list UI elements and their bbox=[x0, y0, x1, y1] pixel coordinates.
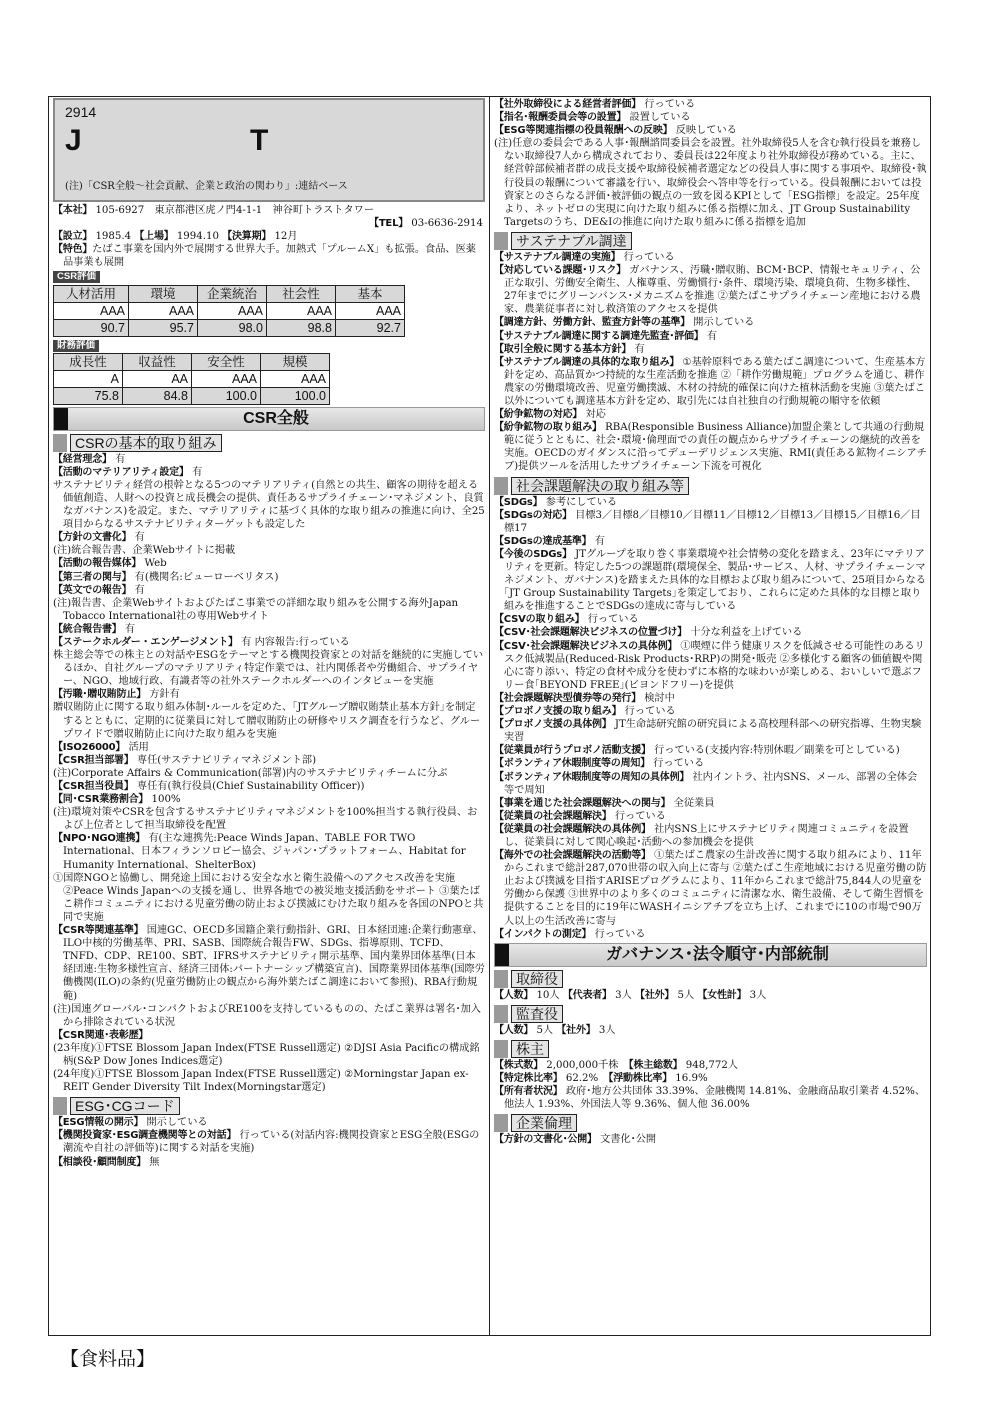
fin-score: 75.8 bbox=[54, 387, 123, 404]
entry-label: 【サステナブル調達に関する調達先監査･評価】 bbox=[494, 330, 704, 342]
subsection-square bbox=[53, 434, 67, 452]
subsection-title: 取締役 bbox=[511, 970, 563, 988]
csr-score: 98.8 bbox=[267, 319, 336, 336]
entry-label: 【方針の文書化】 bbox=[53, 532, 132, 544]
csr-grade: AAA bbox=[198, 302, 267, 319]
entry-value: 行っている bbox=[624, 706, 676, 718]
entry-label: 【機関投資家･ESG調査機関等との対話】 bbox=[53, 1130, 237, 1142]
entry-value: 行っている(支援内容:特別休暇／副業を可としている) bbox=[654, 745, 900, 757]
entry-value: 専任有(執行役員(Chief Sustainability Officer)) bbox=[136, 781, 365, 792]
entry-value: 専任(サステナビリティマネジメント部) bbox=[136, 754, 317, 766]
csr-score: 92.7 bbox=[336, 319, 405, 336]
board-women-label: 【女性計】 bbox=[697, 989, 747, 1001]
entry-label: 【ISO26000】 bbox=[53, 741, 126, 753]
entry-line bbox=[53, 597, 485, 623]
company-note: (注)「CSR全般～社会貢献、企業と政治の関わり」:連結ベース bbox=[65, 181, 348, 192]
entry-value: ①基幹原料である葉たばこ調達について、生産基本方針を定め、高品質かつ持続的な生産活動を推進 ②「耕作労働規範」プログラムを通じ、耕作農家の労働環境改善、児童労働撲滅、木材の持続的確保に向けた植林活動を実施 ③葉たばこ以外についても調達基本方針を定め、取引先には自社独自の行動規範の順守を依頼 bbox=[504, 356, 926, 407]
entry-line bbox=[53, 1156, 485, 1169]
social-items bbox=[494, 496, 927, 941]
entry-value: 方針有 bbox=[149, 689, 180, 701]
entry-label: 【サステナブル調達の実施】 bbox=[494, 251, 621, 263]
entry-value: ①葉たばこ農家の生計改善に関する取り組みにより、11年からこれまで総計287,070世帯の収入向上に寄与 ②葉たばこ生産地域における児童労働の防止および撲滅を目指すARISEプログラムにより、11年からこれまで総計75,844人の児童を労働から保護 ③世界中のより多くのコミュニティに清潔な水、衛生設備、そして衛生習慣を提供することを目的に19年にWASHイニシアチブを立ち上げ、これまでに10の市場で90万人以上の生活改善に寄与 bbox=[504, 850, 927, 927]
csr-h: 環境 bbox=[129, 285, 198, 302]
entry-value: 贈収賄防止に関する取り組み体制･ルールを定めた、｢JTグループ贈収賄禁止基本方針｣を制定するとともに、定期的に従業員に対して贈収賄防止の研修やリスク調査を行うなど、グループワイドで贈収賄防止に向けた取り組みを実施 bbox=[53, 702, 481, 740]
subsection-audit bbox=[494, 1005, 927, 1023]
entry-line bbox=[53, 649, 485, 688]
audit-count: 5人 bbox=[536, 1024, 554, 1036]
entry-value: 行っている(対話内容:機関投資家とESG全般(ESGの潮流や自社の評価等)に関する対話を実施) bbox=[63, 1130, 480, 1155]
entry-line bbox=[494, 124, 927, 137]
right-top-items bbox=[494, 98, 927, 229]
section-title: CSR全般 bbox=[243, 409, 309, 427]
entry-label: 【株主総数】 bbox=[628, 1059, 683, 1071]
entry-line bbox=[53, 453, 485, 466]
entry-value: 活用 bbox=[128, 741, 149, 753]
subsection-social bbox=[494, 477, 927, 495]
fin-h: 収益性 bbox=[123, 353, 192, 370]
entry-line bbox=[494, 849, 927, 928]
entry-value: 有 bbox=[124, 623, 136, 635]
entry-value: 行っている bbox=[644, 99, 696, 110]
entry-value: (注)環境対策やCSRを包含するサステナビリティマネジメントを100%担当する執行役員、および上位者として担当取締役を配置 bbox=[53, 807, 478, 832]
entry-line bbox=[53, 623, 485, 636]
entry-value: 反映している bbox=[675, 125, 737, 137]
entry-line bbox=[53, 806, 485, 832]
entry-value: 有(主な連携先:Peace Winds Japan、TABLE FOR TWO International、日本フィランソロピー協会、ジャパン･プラットフォーム、Habitat for Humanity International、ShelterBox) bbox=[63, 833, 466, 871]
company-code: 2914 bbox=[65, 104, 97, 120]
entry-label: 【CSR関連･表彰歴】 bbox=[53, 1029, 149, 1041]
entry-line bbox=[53, 924, 485, 1003]
entry-line bbox=[494, 251, 927, 264]
entry-label: 【従業員の社会課題解決の具体例】 bbox=[494, 823, 651, 835]
board-outside-label: 【社外】 bbox=[635, 989, 675, 1001]
left-column bbox=[53, 98, 485, 1169]
entry-label: 【所有者状況】 bbox=[494, 1086, 563, 1098]
esg-items bbox=[53, 1116, 485, 1168]
subsection-square bbox=[494, 1040, 508, 1058]
section-bar bbox=[495, 944, 509, 966]
csr-rating-tag: CSR評価 bbox=[53, 271, 100, 283]
entry-value: 社内SNS上にサステナビリティ関連コミュニティを設置し、従業員に対して関心喚起･活動への参加機会を提供 bbox=[504, 823, 909, 848]
est-label: 【設立】 bbox=[53, 231, 93, 243]
entry-value: (注)Corporate Affairs & Communication(部署)内のサステナビリティチームに分ぶ bbox=[53, 767, 448, 779]
entry-line bbox=[494, 1072, 927, 1085]
feature-line bbox=[53, 243, 485, 269]
entry-value: 無 bbox=[149, 1156, 160, 1168]
csr-h: 社会性 bbox=[267, 285, 336, 302]
entry-line bbox=[494, 718, 927, 744]
subsection-square bbox=[494, 1114, 508, 1132]
entry-label: 【プロボノ支援の具体例】 bbox=[494, 719, 612, 731]
entry-line bbox=[494, 98, 927, 111]
entry-label: 【SDGsの達成基準】 bbox=[494, 535, 592, 547]
entry-line bbox=[53, 780, 485, 793]
entry-value: 948,772人 bbox=[685, 1059, 739, 1071]
fin-score: 100.0 bbox=[192, 387, 261, 404]
entry-label: 【汚職･贈収賄防止】 bbox=[53, 689, 146, 701]
entry-value: 開示している bbox=[146, 1117, 208, 1129]
csr-h: 企業統治 bbox=[198, 285, 267, 302]
csr-score: 98.0 bbox=[198, 319, 267, 336]
entry-label: 【ESG等関連指標の役員報酬への反映】 bbox=[494, 125, 673, 137]
entry-line bbox=[494, 316, 927, 329]
fin-h: 成長性 bbox=[54, 353, 123, 370]
entry-line bbox=[494, 626, 927, 639]
entry-value: 有 内容報告:行っている bbox=[241, 636, 350, 648]
audit-line bbox=[494, 1024, 927, 1037]
audit-count-label: 【人数】 bbox=[494, 1024, 534, 1036]
fin-h: 規模 bbox=[261, 353, 330, 370]
subsection-title: 社会課題解決の取り組み等 bbox=[511, 477, 689, 495]
entry-label: 【プロボノ支援の取り組み】 bbox=[494, 706, 622, 718]
ethics-items bbox=[494, 1133, 927, 1146]
fin-h: 安全性 bbox=[192, 353, 261, 370]
entry-value: 62.2% bbox=[565, 1073, 609, 1084]
entry-line bbox=[53, 741, 485, 754]
entry-line bbox=[494, 343, 927, 356]
subsection-title: ESG･CGコード bbox=[70, 1097, 180, 1115]
entry-value: ①国際NGOと協働し、開発途上国における安全な水と衛生設備へのアクセス改善を実施 ②Peace Winds Japanへの支援を通し、世界各地での被災地支援活動をサポート ③葉たばこ耕作コミュニティにおける児童労働の防止および撲滅にむけた取り組みを各国のNPOと共同で実施 bbox=[53, 872, 484, 923]
entry-line bbox=[53, 466, 485, 479]
entry-label: 【統合報告書】 bbox=[53, 623, 122, 635]
entry-label: 【同･CSR業務割合】 bbox=[53, 794, 149, 806]
entry-label: 【海外での社会課題解決の活動等】 bbox=[494, 850, 651, 862]
entry-line bbox=[494, 356, 927, 408]
entry-label: 【ボランティア休暇制度等の周知の具体例】 bbox=[494, 771, 690, 783]
entry-line bbox=[494, 810, 927, 823]
entry-label: 【株式数】 bbox=[494, 1059, 543, 1071]
entry-value: ①喫煙に伴う健康リスクを低減させる可能性のあるリスク低減製品(Reduced-Risk Products･RRP)の開発･販売 ②多様化する顧客の価値観や関心に寄り添い、特定の食材や成分を使わずに本格的な味わいが楽しめる、おいしいで選ぶフリー食｢BEYOND FREE｣(ビヨンドフリー)を提供 bbox=[504, 640, 925, 691]
entry-line bbox=[494, 330, 927, 343]
entry-line bbox=[494, 1085, 927, 1111]
entry-label: 【ESG情報の開示】 bbox=[53, 1117, 144, 1129]
fin-rating-table bbox=[53, 353, 330, 405]
entry-line bbox=[53, 479, 485, 531]
entry-label: 【インパクトの測定】 bbox=[494, 928, 592, 940]
entry-value: 有 bbox=[706, 330, 718, 342]
entry-label: 【浮動株比率】 bbox=[608, 1073, 673, 1084]
subsection-stock bbox=[494, 1040, 927, 1058]
entry-value: JT生命誌研究館の研究員による高校理科部への研究指導、生物実験実習 bbox=[504, 719, 922, 744]
entry-value: (24年度)①FTSE Blossom Japan Index(FTSE Russell選定) ②Morningstar Japan ex-REIT Gender Diversity Tilt Index(Morningstar選定) bbox=[53, 1069, 469, 1094]
entry-value: 有 bbox=[192, 466, 203, 478]
entry-value: 行っている bbox=[614, 810, 666, 822]
entry-label: 【CSV･社会課題解決ビジネスの具体例】 bbox=[494, 640, 678, 652]
entry-value: 国連GC、OECD多国籍企業行動指針、GRI、日本経団連:企業行動憲章、ILO中核的労働基準、PRI、SASB、国際統合報告FW、SDGs、指導原則、TCFD、TNFD、CDP、RE100、SBT、IFRSサステナビリティ開示基準、国内業界団体基準(日本経団連:生物多様性宣言、経済三団体:パートナーシップ構築宣言)、国際業界団体基準(国際労働機関(ILO)の条約(児童労働防止の観点から海外葉たばこ調達において参照)、RBA行動規範) bbox=[63, 925, 485, 1002]
entry-line bbox=[494, 640, 927, 692]
entry-line bbox=[53, 832, 485, 871]
subsection-square bbox=[494, 232, 508, 250]
entry-label: 【ステークホルダー・エンゲージメント】 bbox=[53, 636, 238, 648]
board-rep: 3人 bbox=[615, 989, 632, 1001]
section-gov bbox=[494, 943, 927, 967]
entry-line bbox=[53, 571, 485, 584]
audit-outside-label: 【社外】 bbox=[556, 1024, 596, 1036]
stock-items bbox=[494, 1059, 927, 1111]
entry-value: 行っている bbox=[587, 614, 639, 626]
entry-label: 【対応している課題･リスク】 bbox=[494, 265, 626, 277]
feature-value: たばこ事業を国内外で展開する世界大手。加熱式「プルームX」も拡張。食品、医薬品事業も展開 bbox=[63, 244, 476, 269]
feature-label: 【特色】 bbox=[53, 244, 93, 256]
subsection-square bbox=[53, 1097, 67, 1115]
entry-line bbox=[494, 548, 927, 613]
entry-label: 【指名･報酬委員会等の設置】 bbox=[494, 112, 627, 124]
fiscal-value: 12月 bbox=[274, 231, 298, 243]
entry-value: 検討中 bbox=[644, 692, 675, 704]
entry-value: 2,000,000千株 bbox=[546, 1059, 629, 1071]
entry-value: 全従業員 bbox=[673, 797, 715, 809]
entry-value: 株主総会等での株主との対話やESGをテーマとする機関投資家との対話を継続的に実施しているほか、自社グループのマテリアリティ特定作業では、社内関係者や労働組合、サプライヤー、NGO、地域行政、有識者等の社外ステークホルダーへのインタビューを実施 bbox=[53, 650, 484, 688]
entry-line bbox=[53, 557, 485, 570]
listed-value: 1994.10 bbox=[176, 231, 219, 243]
subsection-basic bbox=[53, 434, 485, 452]
entry-value: 十分な利益を上げている bbox=[690, 627, 803, 639]
entry-value: 目標3／目標8／目標10／目標11／目標12／目標13／目標15／目標16／目標17 bbox=[504, 509, 921, 534]
entry-label: 【社会課題解決型債券等の発行】 bbox=[494, 692, 641, 704]
csr-score: 95.7 bbox=[129, 319, 198, 336]
entry-value: 設置している bbox=[629, 112, 691, 124]
csr-h: 基本 bbox=[336, 285, 405, 302]
entry-label: 【SDGs】 bbox=[494, 496, 543, 508]
section-csr bbox=[53, 407, 485, 431]
csr-grade: AAA bbox=[54, 302, 129, 319]
csr-score: 90.7 bbox=[54, 319, 129, 336]
entry-label: 【調達方針、労働方針、監査方針等の基準】 bbox=[494, 317, 690, 329]
entry-label: 【従業員の社会課題解決】 bbox=[494, 810, 612, 822]
board-line bbox=[494, 989, 927, 1002]
entry-line bbox=[494, 421, 927, 473]
entry-line bbox=[494, 771, 927, 797]
entry-label: 【方針の文書化･公開】 bbox=[494, 1134, 597, 1146]
est-value: 1985.4 bbox=[95, 231, 132, 243]
entry-label: 【紛争鉱物の取り組み】 bbox=[494, 422, 602, 434]
entry-label: 【相談役･顧問制度】 bbox=[53, 1156, 146, 1168]
entry-label: 【事業を通じた社会課題解決への関与】 bbox=[494, 797, 671, 809]
entry-line bbox=[494, 509, 927, 535]
entry-value: 有(機関名:ビューローベリタス) bbox=[134, 571, 279, 583]
subsection-square bbox=[494, 477, 508, 495]
entry-label: 【サステナブル調達の具体的な取り組み】 bbox=[494, 356, 680, 368]
entry-line bbox=[494, 757, 927, 770]
listed-label: 【上場】 bbox=[134, 231, 174, 243]
entry-value: 行っている bbox=[594, 928, 646, 940]
board-outside: 5人 bbox=[677, 989, 695, 1001]
entry-value: サステナビリティ経営の根幹となる5つのマテリアリティ(自然との共生、顧客の期待を超える価値創造、人財への投資と成長機会の提供、責任あるサプライチェーン･マネジメント、良質なガバナンス)を設定。また、マテリアリティに基づく具体的な取り組みの推進に向け、全25項目からなるサステナビリティターゲットも設定した bbox=[53, 479, 485, 531]
entry-line bbox=[53, 793, 485, 806]
entry-label: 【経営理念】 bbox=[53, 453, 112, 465]
section-title: ガバナンス･法令順守･内部統制 bbox=[606, 945, 829, 963]
entry-value: 有 bbox=[594, 535, 605, 547]
entry-label: 【今後のSDGs】 bbox=[494, 548, 572, 560]
entry-line bbox=[494, 928, 927, 941]
entry-line bbox=[53, 1116, 485, 1129]
entry-line bbox=[53, 544, 485, 557]
entry-line bbox=[53, 636, 485, 649]
entry-line bbox=[53, 1129, 485, 1155]
entry-line bbox=[53, 872, 485, 924]
csr-rating-table bbox=[53, 285, 405, 337]
board-count-label: 【人数】 bbox=[494, 989, 534, 1001]
subsection-title: サステナブル調達 bbox=[511, 232, 632, 250]
entry-line bbox=[494, 797, 927, 810]
subsection-title: 株主 bbox=[511, 1040, 549, 1058]
entry-value: (23年度)①FTSE Blossom Japan Index(FTSE Russell選定) ②DJSI Asia Pacificの構成銘柄(S&P Dow Jones Indices選定) bbox=[53, 1042, 480, 1067]
entry-label: 【SDGsの対応】 bbox=[494, 509, 572, 521]
board-count: 10人 bbox=[536, 989, 560, 1001]
entry-value: 参考にしている bbox=[545, 496, 618, 508]
subsection-board bbox=[494, 970, 927, 988]
entry-value: 有 bbox=[134, 584, 145, 596]
subsection-procure bbox=[494, 232, 927, 250]
entry-label: 【活動の報告媒体】 bbox=[53, 558, 142, 570]
company-header bbox=[53, 98, 485, 202]
entry-value: 社内イントラ、社内SNS、メール、部署の全体会等で周知 bbox=[504, 771, 918, 796]
entry-line bbox=[53, 1003, 485, 1029]
csr-grade: AAA bbox=[267, 302, 336, 319]
entry-value: 開示している bbox=[693, 317, 755, 329]
entry-line bbox=[494, 137, 927, 229]
section-bar bbox=[54, 408, 68, 430]
tel-line bbox=[53, 217, 485, 230]
entry-value: 行っている bbox=[653, 758, 705, 770]
entry-line bbox=[53, 688, 485, 701]
tel-label: 【TEL】 bbox=[369, 218, 409, 230]
industry-footer: 【食料品】 bbox=[60, 1348, 156, 1370]
csr-grade: AAA bbox=[129, 302, 198, 319]
entry-line bbox=[53, 584, 485, 597]
entry-line bbox=[494, 613, 927, 626]
entry-line bbox=[53, 531, 485, 544]
entry-label: 【紛争鉱物の対応】 bbox=[494, 409, 583, 421]
entry-line bbox=[494, 111, 927, 124]
entry-line bbox=[53, 1042, 485, 1068]
est-line bbox=[53, 230, 485, 243]
entry-line bbox=[494, 1133, 927, 1146]
entry-label: 【CSR等関連基準】 bbox=[53, 925, 144, 937]
entry-value: 有 bbox=[134, 532, 145, 544]
entry-label: 【従業員が行うプロボノ活動支援】 bbox=[494, 745, 651, 757]
entry-label: 【CSV･社会課題解決ビジネスの位置づけ】 bbox=[494, 627, 687, 639]
entry-value: 行っている bbox=[623, 251, 675, 263]
subsection-square bbox=[494, 970, 508, 988]
entry-line bbox=[494, 264, 927, 316]
entry-line bbox=[53, 754, 485, 767]
subsection-title: 企業倫理 bbox=[511, 1114, 577, 1132]
left-items bbox=[53, 453, 485, 1095]
entry-label: 【CSVの取り組み】 bbox=[494, 614, 585, 626]
board-rep-label: 【代表者】 bbox=[562, 989, 612, 1001]
fin-grade: AA bbox=[123, 370, 192, 387]
procure-items bbox=[494, 251, 927, 474]
fiscal-label: 【決算期】 bbox=[222, 231, 272, 243]
entry-value: (注)任意の委員会である人事･報酬諮問委員会を設置。社外取締役5人を含む執行役員を兼務しない取締役7人から構成されており、委員長は22年度より社外取締役が務めている。主に、経営幹部候補者群の成長支援や取締役候補者選定などの役員人事に関する事項や、取締役･執行役員の報酬について審議を行い、取締役会へ答申等を行っている。役員報酬においては投資家とのさらなる評価･被評価の観点の一致を図るKPIとして「ESG指標」を設定。25年度より、ネットゼロの実現に向けた取り組みに係る指標に加え、JT Group Sustainability Targetsのうち、DE&Iの推進に向けた取り組みに係る指標を追加 bbox=[494, 138, 927, 228]
entry-label: 【NPO･NGO連携】 bbox=[53, 833, 146, 845]
entry-value: ガバナンス、汚職･贈収賄、BCM･BCP、情報セキュリティ、公正な取引、労働安全衛生、人権尊重、労働慣行･条件、環境汚染、環境負荷、生物多様性、27年までにグリーンバンス･メカニズムを推進 ②葉たばこサプライチェーン産地における農家、農業従事者に対し救済策のアクセスを提供 bbox=[504, 265, 921, 316]
column-divider bbox=[489, 96, 490, 1336]
board-women: 3人 bbox=[749, 989, 767, 1001]
entry-label: 【活動のマテリアリティ設定】 bbox=[53, 466, 189, 478]
entry-label: 【特定株比率】 bbox=[494, 1073, 563, 1084]
entry-value: 対応 bbox=[585, 409, 606, 421]
entry-value: RBA(Responsible Business Alliance)加盟企業として共通の行動規範に従うとともに、社会･環境･倫理面での責任の観点からサプライチェーンの継続的改善を実施。OECDのガイダンスに沿ってデューデリジェンス実施、RMI(責任ある鉱物イニシアチブ)提供ツールを活用したサプライチェーン下流を可視化 bbox=[504, 422, 927, 473]
fin-rating-tag: 財務評価 bbox=[53, 340, 99, 352]
company-name: J T bbox=[65, 124, 349, 157]
entry-line bbox=[494, 823, 927, 849]
entry-value: 有 bbox=[115, 453, 126, 465]
entry-value: (注)統合報告書、企業Webサイトに掲載 bbox=[53, 545, 236, 557]
subsection-title: CSRの基本的取り組み bbox=[70, 434, 222, 452]
entry-value: 100% bbox=[151, 794, 181, 806]
entry-line bbox=[53, 1029, 485, 1042]
csr-grade: AAA bbox=[336, 302, 405, 319]
entry-value: Web bbox=[144, 558, 167, 570]
fin-grade: AAA bbox=[261, 370, 330, 387]
entry-label: 【社外取締役による経営者評価】 bbox=[494, 99, 641, 110]
hq-line bbox=[53, 204, 485, 217]
entry-value: (注)報告書、企業Webサイトおよびたばこ事業での詳細な取り組みを公開する海外Japan Tobacco International社の専用Webサイト bbox=[53, 597, 459, 622]
tel-value: 03-6636-2914 bbox=[411, 218, 483, 230]
entry-label: 【ボランティア休暇制度等の周知】 bbox=[494, 758, 650, 770]
fin-grade: AAA bbox=[192, 370, 261, 387]
entry-line bbox=[494, 535, 927, 548]
entry-value: (注)国連グローバル･コンパクトおよびRE100を支持しているものの、たばこ業界は署名･加入から排除されている状況 bbox=[53, 1003, 481, 1028]
subsection-ethics bbox=[494, 1114, 927, 1132]
entry-line bbox=[494, 408, 927, 421]
entry-label: 【CSR担当部署】 bbox=[53, 754, 134, 766]
entry-label: 【第三者の関与】 bbox=[53, 571, 132, 583]
entry-value: 政府･地方公共団体 33.39%、金融機関 14.81%、金融商品取引業者 4.52%、他法人 1.93%、外国法人等 9.36%、個人他 36.00% bbox=[504, 1086, 926, 1111]
entry-label: 【英文での報告】 bbox=[53, 584, 132, 596]
entry-line bbox=[494, 705, 927, 718]
entry-line bbox=[53, 767, 485, 780]
hq-label: 【本社】 bbox=[53, 205, 93, 216]
fin-score: 100.0 bbox=[261, 387, 330, 404]
audit-outside: 3人 bbox=[598, 1024, 616, 1036]
entry-line bbox=[53, 701, 485, 740]
entry-label: 【取引全般に関する基本方針】 bbox=[494, 343, 632, 355]
entry-line bbox=[494, 744, 927, 757]
right-column bbox=[494, 98, 927, 1146]
hq-value: 105-6927 東京都港区虎ノ門4-1-1 神谷町トラストタワー bbox=[95, 205, 375, 216]
entry-line bbox=[53, 1068, 485, 1094]
entry-line bbox=[494, 496, 927, 509]
csr-h: 人材活用 bbox=[54, 285, 129, 302]
subsection-esg bbox=[53, 1097, 485, 1115]
entry-label: 【CSR担当役員】 bbox=[53, 781, 134, 792]
fin-score: 84.8 bbox=[123, 387, 192, 404]
fin-grade: A bbox=[54, 370, 123, 387]
entry-value: 文書化･公開 bbox=[600, 1134, 657, 1146]
entry-value: 有 bbox=[634, 343, 645, 355]
entry-line bbox=[494, 1059, 927, 1072]
subsection-square bbox=[494, 1005, 508, 1023]
entry-value: JTグループを取り巻く事業環境や社会情勢の変化を踏まえ、23年にマテリアリティを更新。特定した5つの課題群(環境保全、製品･サービス、人材、サプライチェーンマネジメント、ガバナンス)を踏まえた具体的な目標および取り組みについて、25項目からなる｢JT Group Sustainability Targets｣を策定しており、これらに定めた具体的な目標と取り組みを推進することでSDGsの達成に寄与している bbox=[504, 548, 926, 613]
subsection-title: 監査役 bbox=[511, 1005, 563, 1023]
entry-line bbox=[494, 692, 927, 705]
entry-value: 16.9% bbox=[675, 1073, 708, 1084]
